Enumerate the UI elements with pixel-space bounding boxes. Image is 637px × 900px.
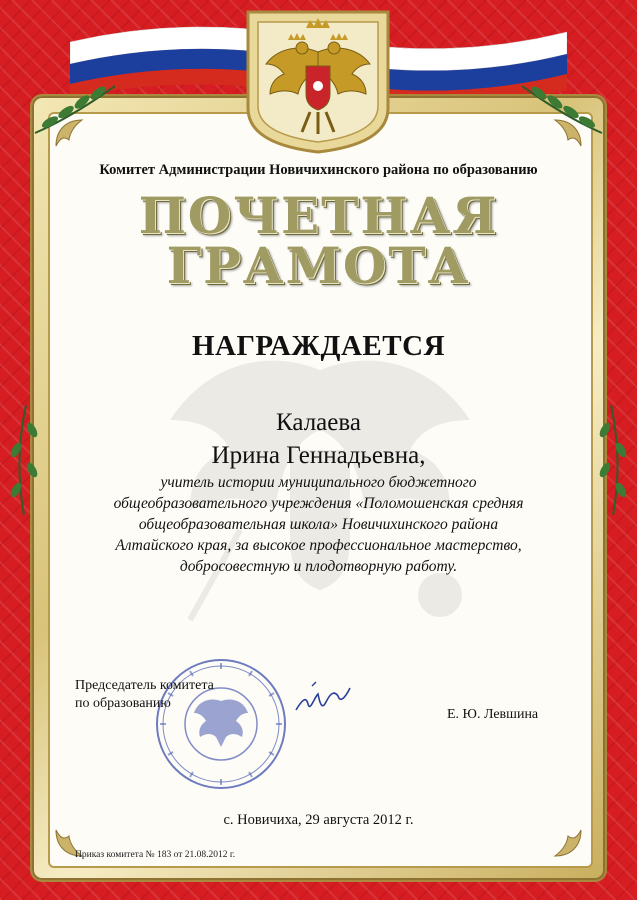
fleur-corner-icon (551, 826, 585, 860)
description-line: общеобразовательного учреждения «Поломошенская средняя (113, 495, 524, 512)
laurel-branch-icon (30, 78, 120, 138)
description-line: учитель истории муниципального бюджетного (160, 474, 477, 491)
awarded-heading: НАГРАЖДАЕТСЯ (191, 330, 446, 362)
recipient-given-names: Ирина Геннадьевна, (211, 442, 426, 469)
official-stamp-icon (152, 655, 290, 793)
certificate-title-line1: ПОЧЕТНАЯ (138, 186, 499, 245)
certificate-title-line2: ГРАМОТА (166, 236, 471, 295)
signatory-title (75, 677, 214, 713)
description-line: добросовестную и плодотворную работу. (179, 558, 458, 575)
recipient-surname: Калаева (276, 409, 361, 436)
award-description (60, 472, 577, 577)
place-and-date: с. Новичиха, 29 августа 2012 г. (223, 812, 414, 828)
description-line: общеобразовательная школа» Новичихинского района (138, 516, 499, 533)
committee-name: Комитет Администрации Новичихинского района по образованию (99, 162, 538, 178)
signatory-title-line: Председатель комитета (75, 678, 214, 693)
signatory-title-line: по образованию (75, 696, 171, 711)
signatory-name: Е. Ю. Левшина (447, 707, 539, 722)
signature-mark (292, 676, 356, 720)
order-note: Приказ комитета № 183 от 21.08.2012 г. (75, 849, 236, 860)
coat-of-arms-icon (244, 8, 392, 154)
description-line: Алтайского края, за высокое профессиональное мастерство, (115, 537, 522, 554)
laurel-branch-icon (517, 78, 607, 138)
